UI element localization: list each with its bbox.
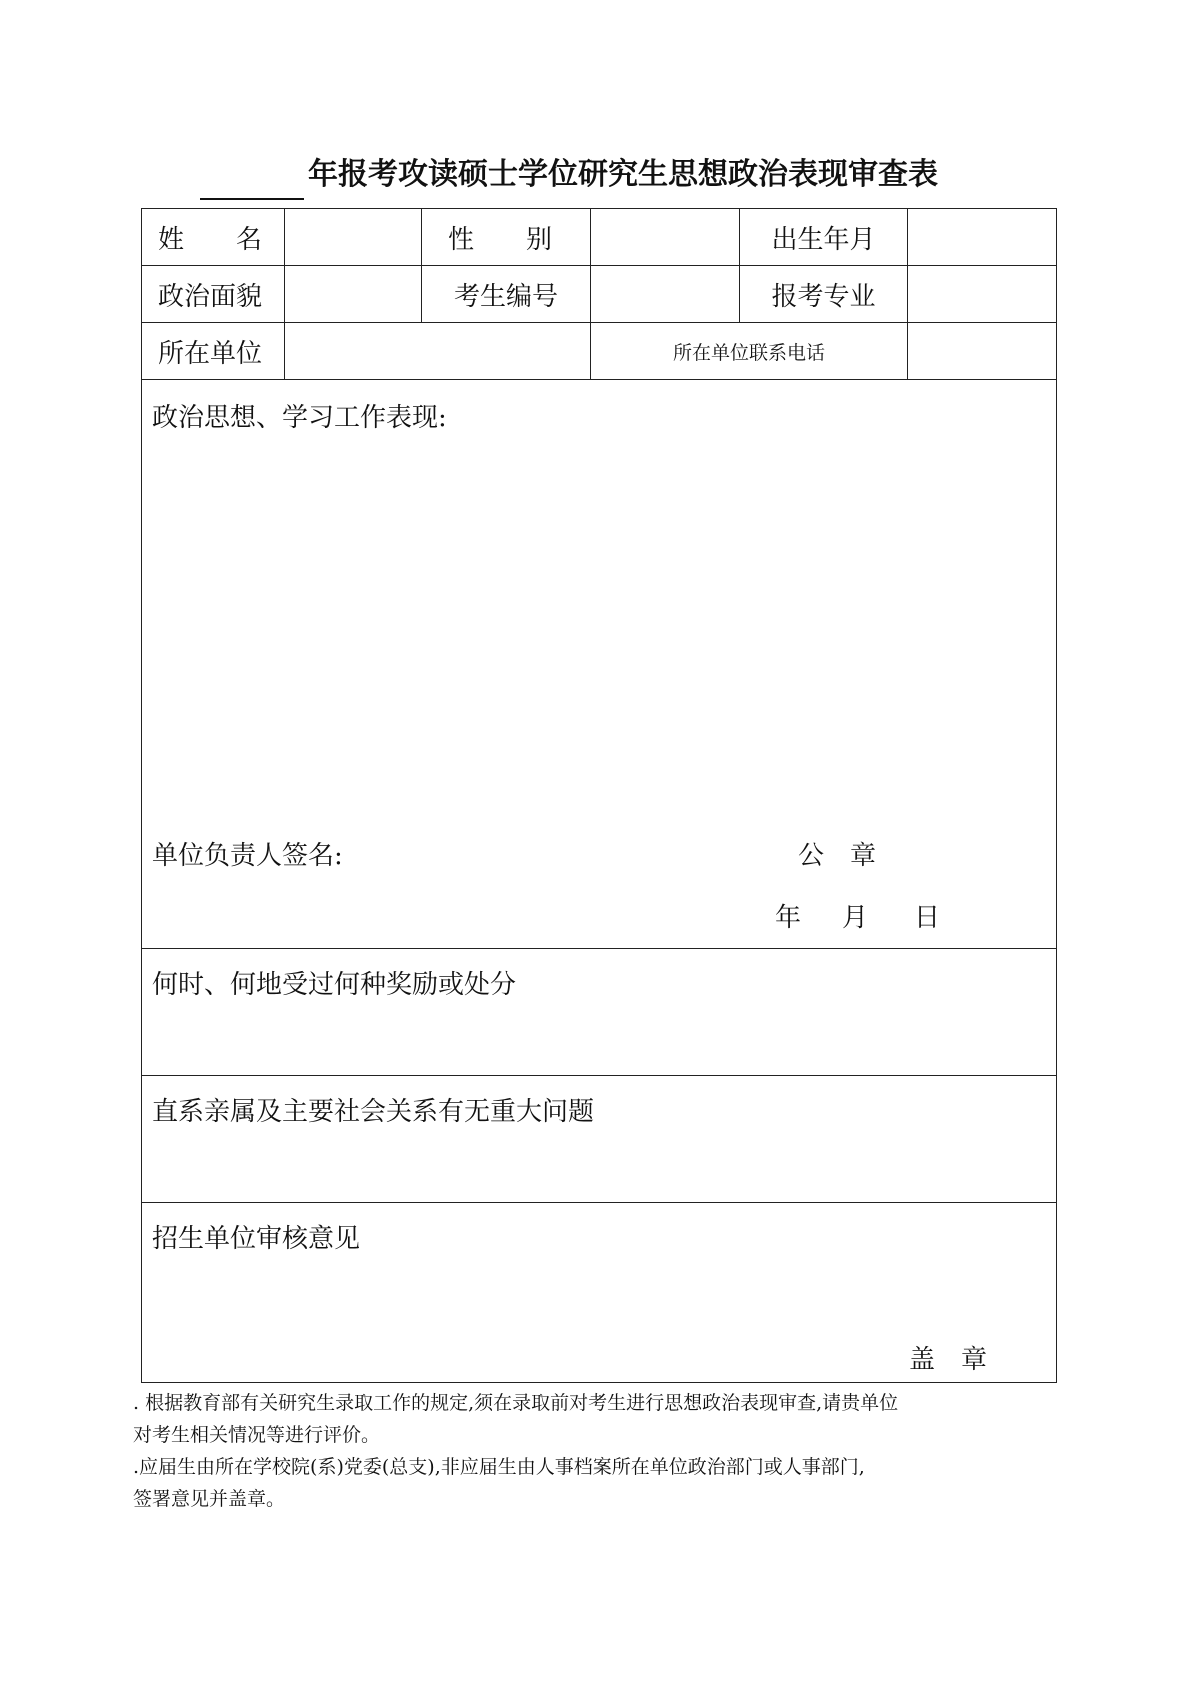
review-seal-label: 盖 章 xyxy=(909,1345,988,1375)
date-day: 日 xyxy=(914,903,941,933)
unit-phone-field[interactable] xyxy=(908,323,1056,379)
date-month: 月 xyxy=(842,903,869,933)
gender-field[interactable] xyxy=(591,209,739,265)
row-divider xyxy=(142,379,1056,380)
note-line: 签署意见并盖章。 xyxy=(133,1488,286,1510)
name-label: 姓 名 xyxy=(158,224,263,255)
rewards-label: 何时、何地受过何种奖励或处分 xyxy=(152,970,517,1000)
note-line: .应届生由所在学校院(系)党委(总支),非应届生由人事档案所在单位政治部门或人事部门, xyxy=(133,1456,865,1478)
gender-label: 性 别 xyxy=(448,224,553,255)
review-form-table xyxy=(141,208,1057,1383)
unit-label: 所在单位 xyxy=(158,338,263,369)
major-field[interactable] xyxy=(908,266,1056,322)
year-blank[interactable] xyxy=(200,164,304,200)
relatives-label: 直系亲属及主要社会关系有无重大问题 xyxy=(152,1097,595,1127)
form-title xyxy=(200,150,1020,200)
row-divider xyxy=(142,1202,1056,1203)
major-label: 报考专业 xyxy=(771,281,876,312)
political-field[interactable] xyxy=(285,266,421,322)
note-line: . 根据教育部有关研究生录取工作的规定,须在录取前对考生进行思想政治表现审查,请贵单位 xyxy=(133,1392,899,1414)
note-line: 对考生相关情况等进行评价。 xyxy=(133,1424,381,1446)
political-label: 政治面貌 xyxy=(158,281,263,312)
name-field[interactable] xyxy=(285,209,421,265)
form-title-text: 年报考攻读硕士学位研究生思想政治表现审查表 xyxy=(308,157,938,192)
exam-id-label: 考生编号 xyxy=(453,281,558,312)
birth-label: 出生年月 xyxy=(771,224,876,255)
performance-label: 政治思想、学习工作表现: xyxy=(152,403,447,433)
review-label: 招生单位审核意见 xyxy=(152,1224,361,1254)
date-year: 年 xyxy=(775,903,802,933)
official-seal-label: 公 章 xyxy=(798,841,877,871)
exam-id-field[interactable] xyxy=(591,266,739,322)
birth-field[interactable] xyxy=(908,209,1056,265)
notes xyxy=(133,1387,1033,1515)
row-divider xyxy=(142,1075,1056,1076)
signature-label: 单位负责人签名: xyxy=(152,841,343,871)
row-divider xyxy=(142,948,1056,949)
unit-phone-label: 所在单位联系电话 xyxy=(672,341,825,364)
unit-field[interactable] xyxy=(285,323,590,379)
